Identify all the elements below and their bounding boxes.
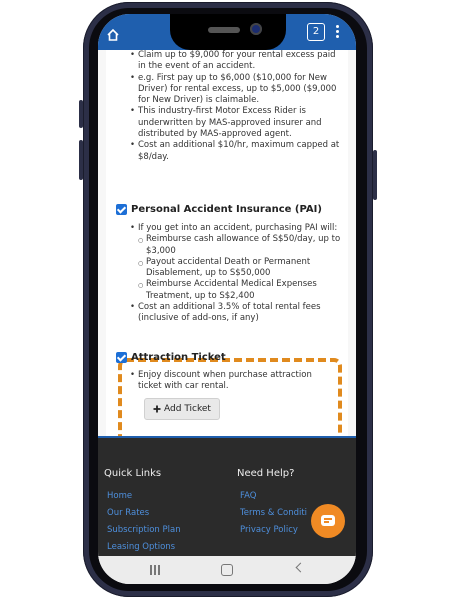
pai-title: Personal Accident Insurance (PAI) <box>131 204 322 215</box>
back-icon[interactable] <box>296 563 306 573</box>
speaker-grille <box>208 27 240 33</box>
phone-side-button <box>79 140 83 180</box>
footer-link-home[interactable]: Home <box>107 491 133 501</box>
quick-links-heading: Quick Links <box>104 468 162 479</box>
site-footer <box>98 436 356 558</box>
list-item: • Claim up to $9,000 for your rental excess paid in the event of an accident. <box>130 50 340 73</box>
need-help-heading: Need Help? <box>237 468 295 479</box>
pai-intro: If you get into an accident, purchasing PAI will: <box>138 223 338 233</box>
home-button-icon[interactable] <box>221 564 233 576</box>
attraction-checkbox[interactable] <box>116 352 127 363</box>
list-item: ○ Payout accidental Death or Permanent Disablement, up to S$50,000 <box>138 257 342 280</box>
add-ticket-label: Add Ticket <box>164 404 211 414</box>
list-item: • Cost an additional $10/hr, maximum capped at $8/day. <box>130 140 340 163</box>
list-item: • Cost an additional 3.5% of total rental fees (inclusive of add-ons, if any) <box>130 302 342 325</box>
home-icon[interactable] <box>106 28 120 42</box>
footer-link-our-rates[interactable]: Our Rates <box>107 508 150 518</box>
phone-screen <box>98 14 356 584</box>
list-item: ○ Reimburse cash allowance of S$50/day, up to $3,000 <box>138 234 342 257</box>
footer-link-terms[interactable]: Terms & Conditi <box>240 508 308 518</box>
front-camera <box>250 23 262 35</box>
help-links-list <box>240 488 307 539</box>
list-item: • Enjoy discount when purchase attraction ticket with car rental. <box>130 370 334 393</box>
attraction-list <box>130 370 334 393</box>
list-item <box>130 223 342 302</box>
footer-link-faq[interactable]: FAQ <box>240 491 257 501</box>
addons-card <box>106 50 348 436</box>
quick-links-list <box>107 488 181 556</box>
attraction-option[interactable] <box>116 352 226 363</box>
add-ticket-button[interactable] <box>144 398 220 420</box>
kebab-menu-icon[interactable] <box>334 23 340 41</box>
list-item: ○ Reimburse Accidental Medical Expenses Treatment, up to S$2,400 <box>138 279 342 302</box>
excess-rider-list <box>130 50 340 163</box>
pai-list <box>130 223 342 325</box>
list-item: • This industry-first Motor Excess Rider is underwritten by MAS-approved insurer and distributed by MAS-approved agent. <box>130 106 340 140</box>
footer-link-privacy[interactable]: Privacy Policy <box>240 525 298 535</box>
camera-notch <box>170 14 286 50</box>
pai-option[interactable] <box>116 204 322 215</box>
tab-count-button[interactable]: 2 <box>307 23 325 41</box>
chat-icon <box>321 515 335 526</box>
list-item: • e.g. First pay up to $6,000 ($10,000 for New Driver) for rental excess, up to $5,000 ($9,000 for New Driver) is claimable. <box>130 73 340 107</box>
pai-checkbox[interactable] <box>116 204 127 215</box>
recent-apps-icon[interactable] <box>150 565 160 575</box>
phone-power-button <box>373 150 377 200</box>
attraction-title: Attraction Ticket <box>131 352 226 363</box>
chat-button[interactable] <box>311 504 345 538</box>
system-nav-bar <box>98 556 356 584</box>
page-content <box>98 50 356 436</box>
plus-icon <box>153 405 161 413</box>
footer-link-subscription-plan[interactable]: Subscription Plan <box>107 525 181 535</box>
phone-side-button <box>79 100 83 128</box>
footer-link-leasing-options[interactable]: Leasing Options <box>107 542 176 552</box>
pai-sub-list <box>138 234 342 302</box>
